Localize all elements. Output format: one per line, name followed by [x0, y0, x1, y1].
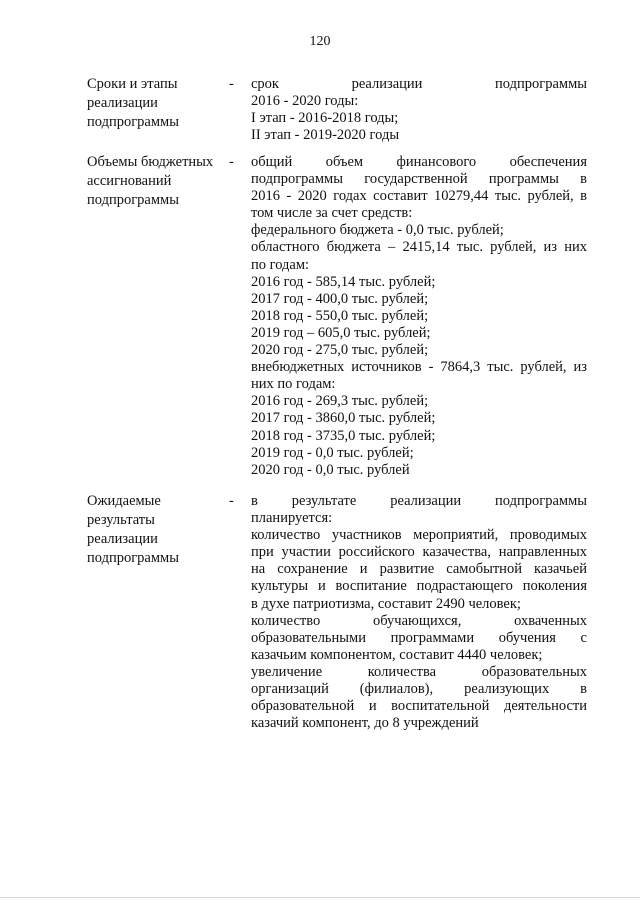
row-value [251, 76, 587, 144]
row-value-line: 2016 - 2020 годах составит 10279,44 тыс. рублей, в [251, 188, 587, 205]
row-value-line: 2018 год - 550,0 тыс. рублей; [251, 307, 429, 324]
row-value-line: 2016 год - 585,14 тыс. рублей; [251, 273, 436, 290]
row-value-line: 2020 год - 0,0 тыс. рублей [251, 461, 410, 478]
row-value-line: подпрограммы государственной программы в [251, 171, 587, 188]
page-number: 120 [309, 34, 331, 49]
row-value-line: областного бюджета – 2415,14 тыс. рублей, из них [251, 239, 587, 256]
row-label-line: реализации [87, 95, 158, 111]
page-bottom-rule [0, 897, 640, 898]
row-value-line: 2019 год – 605,0 тыс. рублей; [251, 324, 431, 341]
row-value-line: них по годам: [251, 376, 336, 393]
row-value-line: 2018 год - 3735,0 тыс. рублей; [251, 427, 436, 444]
row-value-line: планируется: [251, 510, 333, 527]
row-value-line: II этап - 2019-2020 годы [251, 127, 400, 144]
row-label-line: Ожидаемые [87, 493, 161, 509]
row-value-line: 2017 год - 3860,0 тыс. рублей; [251, 410, 436, 427]
row-value-line: в результате реализации подпрограммы [251, 493, 587, 509]
row-label-line: Сроки и этапы [87, 76, 178, 92]
row-value-line: увеличение количества образовательных [251, 663, 587, 680]
row-label-line: Объемы бюджетных [87, 154, 214, 170]
row-label-line: подпрограммы [87, 192, 179, 208]
row-value-line: I этап - 2016-2018 годы; [251, 110, 399, 127]
row-value-line: общий объем финансового обеспечения [251, 154, 587, 170]
row-value-line: при участии российского казачества, направленных [251, 544, 587, 561]
row-value-line: культуры и воспитание подрастающего поколения [251, 578, 587, 595]
row-value-line: в духе патриотизма, составит 2490 человек; [251, 595, 521, 612]
row-value-line: срок реализации подпрограммы [251, 76, 587, 92]
row-dash: - [229, 493, 234, 509]
row-value-line: 2019 год - 0,0 тыс. рублей; [251, 444, 414, 461]
row-value-line: 2020 год - 275,0 тыс. рублей; [251, 342, 429, 359]
row-value-line: 2016 год - 269,3 тыс. рублей; [251, 393, 429, 410]
row-label-line: подпрограммы [87, 550, 179, 566]
row-value [251, 154, 587, 479]
row-value-line: казачьим компонентом, составит 4440 человек; [251, 646, 543, 663]
row-value-line: организаций (филиалов), реализующих в [251, 681, 587, 698]
row-value [251, 493, 587, 732]
row-value-line: казачий компонент, до 8 учреждений [251, 715, 479, 732]
row-value-line: внебюджетных источников - 7864,3 тыс. рублей, из [251, 359, 587, 376]
row-value-line: образовательной и воспитательной деятельности [251, 698, 587, 715]
row-label [87, 153, 222, 210]
row-dash: - [229, 154, 234, 170]
row-value-line: 2016 - 2020 годы: [251, 93, 359, 110]
row-value-line: том числе за счет средств: [251, 205, 413, 222]
row-value-line: образовательными программами обучения с [251, 629, 587, 646]
row-label [87, 75, 222, 132]
row-value-line: 2017 год - 400,0 тыс. рублей; [251, 290, 429, 307]
row-dash: - [229, 76, 234, 92]
row-value-line: на сохранение и развитие самобытной казачьей [251, 561, 587, 578]
row-label-line: реализации [87, 531, 158, 547]
row-value-line: количество обучающихся, охваченных [251, 612, 587, 629]
row-value-line: по годам: [251, 256, 310, 273]
row-value-line: количество участников мероприятий, проводимых [251, 527, 587, 544]
row-value-line: федерального бюджета - 0,0 тыс. рублей; [251, 222, 504, 239]
row-label-line: подпрограммы [87, 114, 179, 130]
row-label-line: ассигнований [87, 173, 172, 189]
row-label-line: результаты [87, 512, 155, 528]
row-label [87, 492, 222, 568]
